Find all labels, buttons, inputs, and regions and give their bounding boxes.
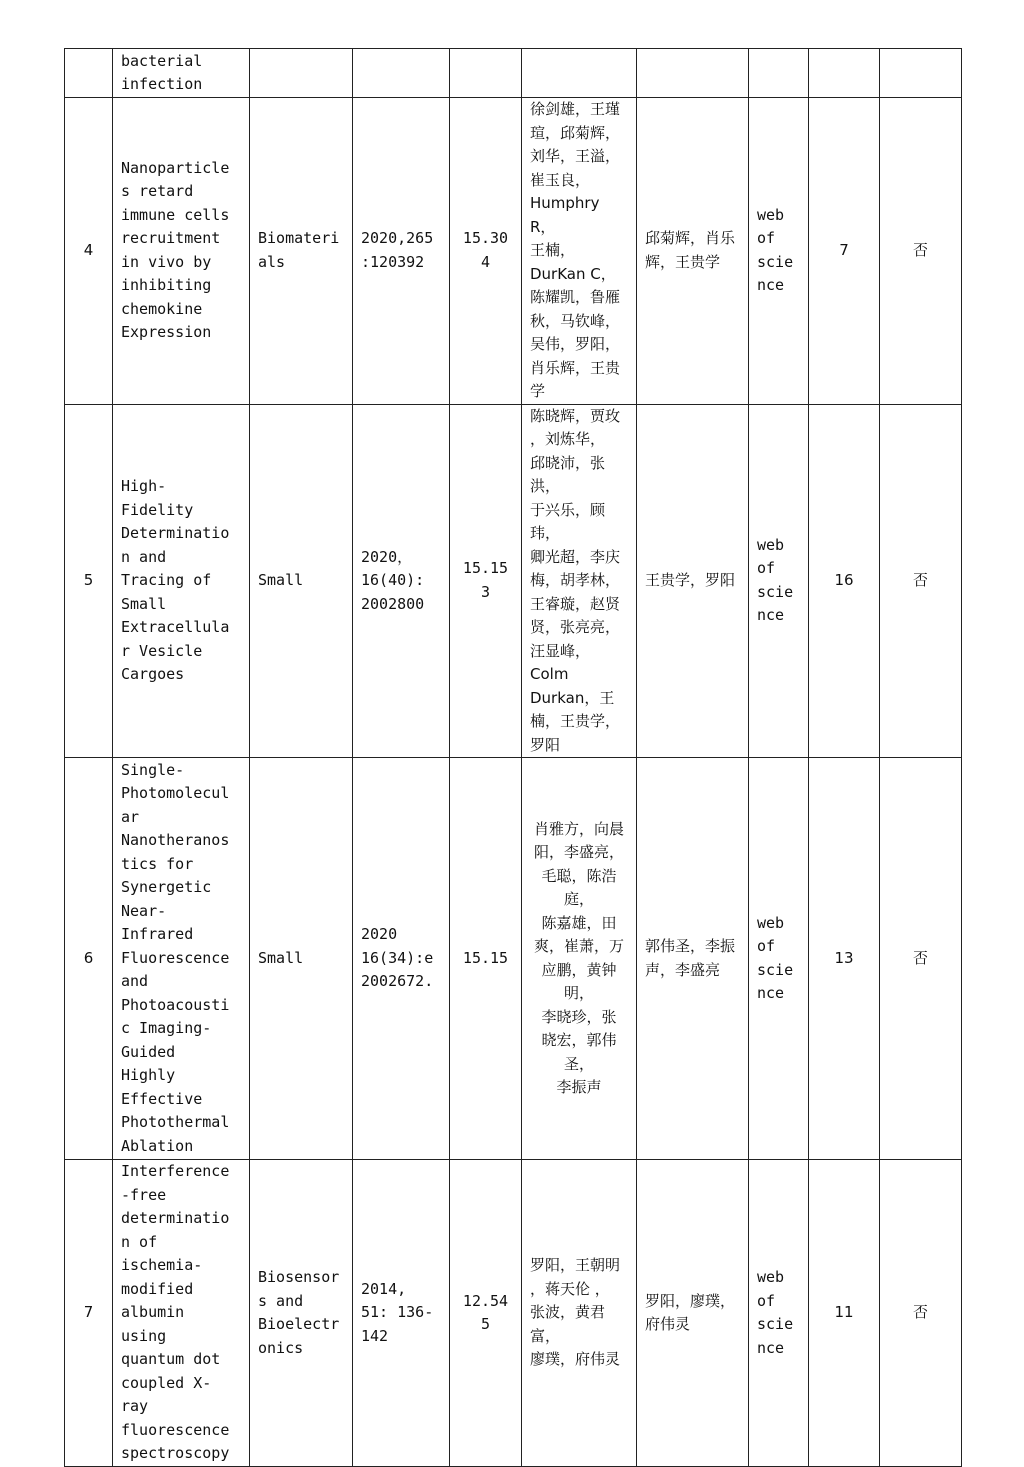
table-row bbox=[65, 1160, 962, 1467]
cell-authors: 肖雅方，向晨 阳，李盛亮， 毛聪，陈浩庭， 陈嘉雄，田 爽，崔萧，万 应鹏，黄钟明， 李晓珍，张 晓宏，郭伟圣， 李振声 bbox=[522, 758, 637, 1160]
cell-publication: 2020,265 :120392 bbox=[353, 98, 450, 405]
cell-database: web of scie nce bbox=[749, 404, 809, 758]
cell-journal bbox=[250, 49, 353, 98]
cell-impact-factor: 15.30 4 bbox=[450, 98, 522, 405]
cell-authors bbox=[522, 49, 637, 98]
cell-journal: Biosensor s and Bioelectr onics bbox=[250, 1160, 353, 1467]
cell-journal: Small bbox=[250, 404, 353, 758]
cell-flag: 否 bbox=[880, 758, 962, 1160]
cell-corresponding-authors: 罗阳，廖璞， 府伟灵 bbox=[637, 1160, 749, 1467]
cell-database bbox=[749, 49, 809, 98]
cell-number: 6 bbox=[65, 758, 113, 1160]
cell-database: web of scie nce bbox=[749, 758, 809, 1160]
cell-title: Single- Photomolecul ar Nanotheranos tics for Synergetic Near- Infrared Fluorescence and Photoacousti c Imaging- Guided Highly Effective Photothermal Ablation bbox=[113, 758, 250, 1160]
cell-publication: 2020 16(34):e 2002672. bbox=[353, 758, 450, 1160]
cell-title: Interference -free determinatio n of ischemia- modified albumin using quantum dot coupled X- ray fluorescence spectroscopy bbox=[113, 1160, 250, 1467]
cell-number: 7 bbox=[65, 1160, 113, 1467]
cell-flag: 否 bbox=[880, 404, 962, 758]
table-row bbox=[65, 98, 962, 405]
cell-corresponding-authors: 王贵学，罗阳 bbox=[637, 404, 749, 758]
cell-impact-factor: 15.15 bbox=[450, 758, 522, 1160]
table-row bbox=[65, 49, 962, 98]
cell-journal: Small bbox=[250, 758, 353, 1160]
cell-publication bbox=[353, 49, 450, 98]
cell-flag: 否 bbox=[880, 1160, 962, 1467]
cell-citations: 13 bbox=[809, 758, 880, 1160]
cell-database: web of scie nce bbox=[749, 1160, 809, 1467]
cell-impact-factor: 15.15 3 bbox=[450, 404, 522, 758]
cell-title: bacterial infection bbox=[113, 49, 250, 98]
cell-number: 5 bbox=[65, 404, 113, 758]
cell-flag: 否 bbox=[880, 98, 962, 405]
cell-citations bbox=[809, 49, 880, 98]
table-row bbox=[65, 404, 962, 758]
cell-citations: 16 bbox=[809, 404, 880, 758]
cell-authors: 陈晓辉，贾玫 ，刘炼华， 邱晓沛，张洪， 于兴乐，顾玮， 卿光超，李庆 梅，胡孝林， 王睿璇，赵贤 贤，张亮亮， 汪显峰， Colm Durkan，王 楠，王贵学， 罗阳 bbox=[522, 404, 637, 758]
cell-impact-factor bbox=[450, 49, 522, 98]
cell-number: 4 bbox=[65, 98, 113, 405]
papers-table bbox=[64, 48, 962, 1467]
cell-title: High- Fidelity Determinatio n and Tracing of Small Extracellula r Vesicle Cargoes bbox=[113, 404, 250, 758]
cell-citations: 11 bbox=[809, 1160, 880, 1467]
cell-impact-factor: 12.54 5 bbox=[450, 1160, 522, 1467]
cell-corresponding-authors: 邱菊辉，肖乐 辉，王贵学 bbox=[637, 98, 749, 405]
cell-title: Nanoparticle s retard immune cells recruitment in vivo by inhibiting chemokine Expression bbox=[113, 98, 250, 405]
cell-number bbox=[65, 49, 113, 98]
cell-flag bbox=[880, 49, 962, 98]
cell-publication: 2020， 16(40): 2002800 bbox=[353, 404, 450, 758]
cell-database: web of scie nce bbox=[749, 98, 809, 405]
cell-authors: 罗阳，王朝明 ，蒋天伦 ， 张波，黄君富， 廖璞，府伟灵 bbox=[522, 1160, 637, 1467]
cell-corresponding-authors bbox=[637, 49, 749, 98]
cell-corresponding-authors: 郭伟圣，李振 声，李盛亮 bbox=[637, 758, 749, 1160]
cell-authors: 徐剑雄，王瑾 瑄，邱菊辉， 刘华，王溢， 崔玉良， Humphry R， 王楠， DurKan C， 陈耀凯，鲁雁 秋，马钦峰， 吴伟，罗阳， 肖乐辉，王贵 学 bbox=[522, 98, 637, 405]
cell-citations: 7 bbox=[809, 98, 880, 405]
table-row bbox=[65, 758, 962, 1160]
cell-journal: Biomateri als bbox=[250, 98, 353, 405]
cell-publication: 2014, 51: 136- 142 bbox=[353, 1160, 450, 1467]
